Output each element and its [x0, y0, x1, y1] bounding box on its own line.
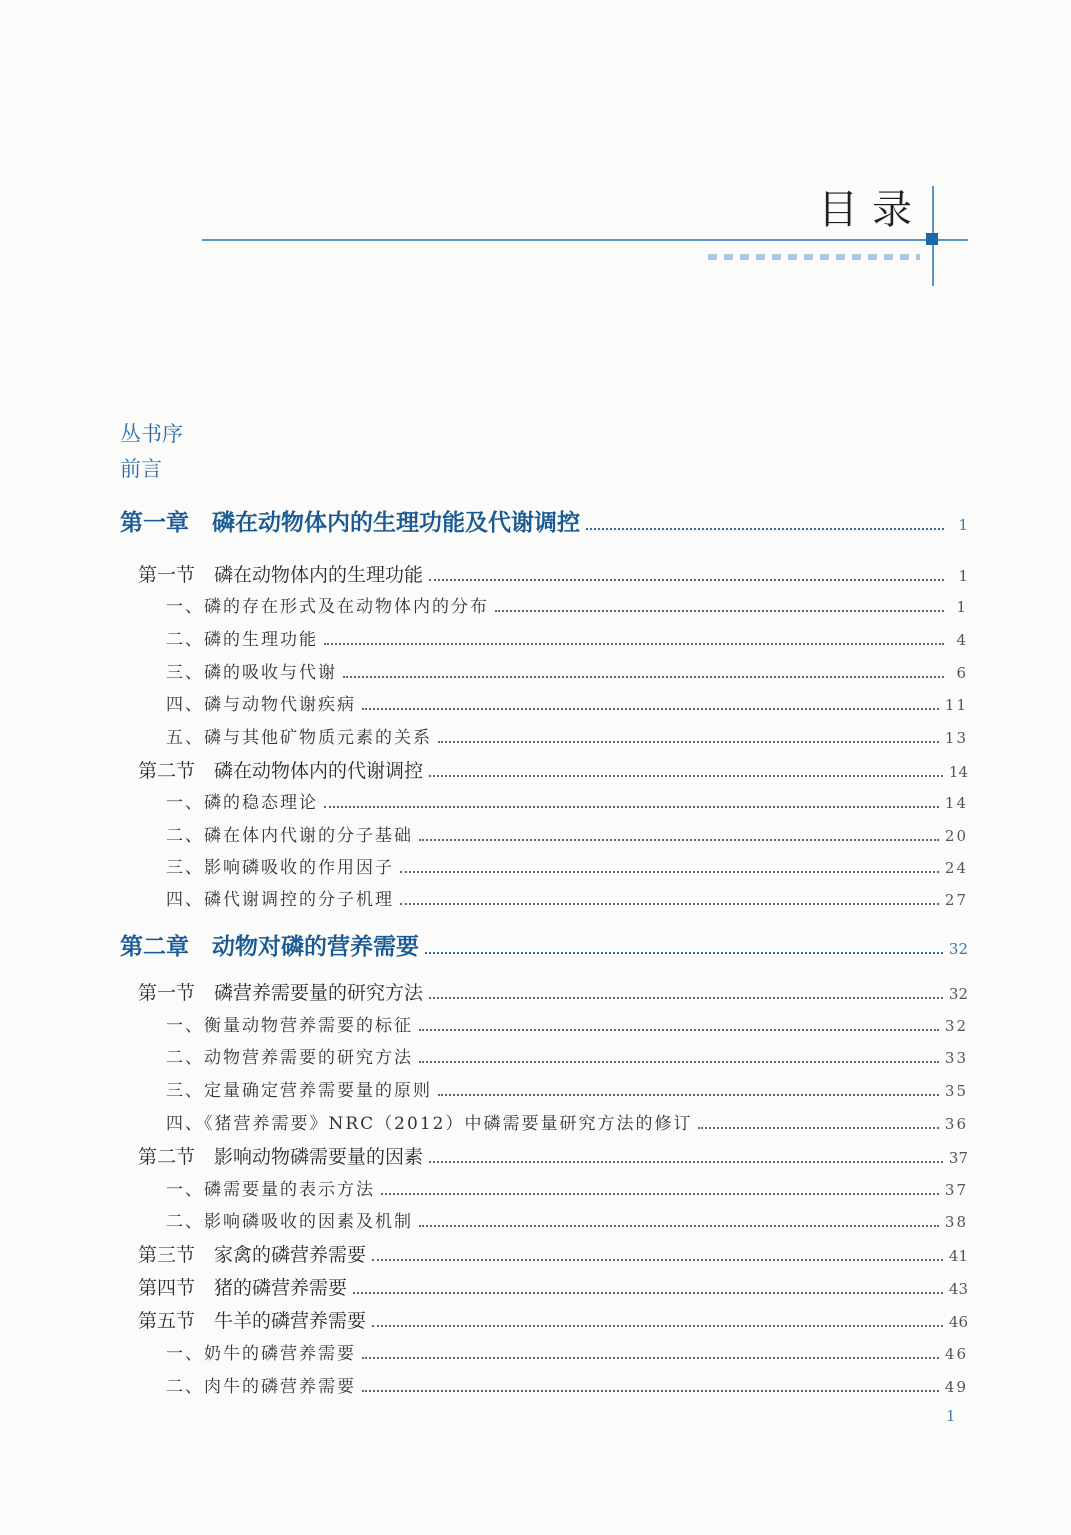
toc-entry-label: 第一章 磷在动物体内的生理功能及代谢调控: [120, 509, 580, 536]
toc-leader-dots: [429, 775, 943, 777]
toc-entry-label: 五、磷与其他矿物质元素的关系: [166, 728, 432, 748]
toc-entry-page: 13: [944, 729, 968, 747]
toc-section-entry[interactable]: [138, 560, 968, 587]
toc-chapter-entry[interactable]: [120, 928, 968, 961]
toc-entry-page: 32: [944, 1017, 968, 1035]
toc-item-entry[interactable]: [166, 658, 968, 683]
toc-entry-page: 37: [948, 1149, 968, 1167]
toc-leader-dots: [419, 839, 939, 841]
toc-entry-page: 1: [956, 598, 968, 616]
toc-item-entry[interactable]: [166, 1339, 968, 1364]
toc-item-entry[interactable]: [166, 592, 968, 617]
toc-item-entry[interactable]: [166, 885, 968, 910]
toc-item-entry[interactable]: [166, 1011, 968, 1036]
toc-entry-label: 二、肉牛的磷营养需要: [166, 1377, 356, 1397]
toc-item-entry[interactable]: [166, 1175, 968, 1200]
front-matter-preface-series[interactable]: 丛书序: [120, 422, 183, 446]
toc-entry-label: 三、磷的吸收与代谢: [166, 663, 337, 683]
toc-section-entry[interactable]: [138, 1273, 968, 1300]
toc-entry-label: 第五节 牛羊的磷营养需要: [138, 1310, 367, 1332]
toc-leader-dots: [381, 1193, 939, 1195]
front-matter-preface[interactable]: 前言: [120, 457, 162, 481]
toc-entry-label: 四、《猪营养需要》NRC（2012）中磷需要量研究方法的修订: [166, 1114, 693, 1134]
page-number: 1: [946, 1407, 956, 1425]
toc-entry-label: 四、磷与动物代谢疾病: [166, 695, 356, 715]
page-title: 目录: [818, 187, 926, 233]
toc-entry-label: 第二节 磷在动物体内的代谢调控: [138, 760, 424, 782]
toc-leader-dots: [419, 1225, 939, 1227]
toc-entry-page: 14: [944, 794, 968, 812]
toc-item-entry[interactable]: [166, 821, 968, 846]
toc-leader-dots: [419, 1061, 939, 1063]
toc-entry-page: 20: [944, 827, 968, 845]
toc-entry-page: 41: [948, 1247, 968, 1265]
toc-leader-dots: [429, 1161, 943, 1163]
toc-chapter-entry[interactable]: [120, 504, 968, 537]
toc-entry-label: 一、磷的稳态理论: [166, 793, 318, 813]
toc-entry-label: 三、影响磷吸收的作用因子: [166, 858, 394, 878]
toc-entry-label: 二、磷在体内代谢的分子基础: [166, 826, 413, 846]
toc-entry-label: 三、定量确定营养需要量的原则: [166, 1081, 432, 1101]
toc-entry-label: 二、影响磷吸收的因素及机制: [166, 1212, 413, 1232]
toc-section-entry[interactable]: [138, 1306, 968, 1333]
toc-leader-dots: [324, 643, 944, 645]
toc-entry-page: 49: [944, 1378, 968, 1396]
toc-entry-page: 37: [944, 1181, 968, 1199]
toc-entry-label: 一、奶牛的磷营养需要: [166, 1344, 356, 1364]
toc-leader-dots: [429, 579, 944, 581]
toc-entry-page: 24: [944, 859, 968, 877]
toc-entry-label: 四、磷代谢调控的分子机理: [166, 890, 394, 910]
toc-entry-page: 46: [948, 1313, 968, 1331]
toc-entry-label: 二、磷的生理功能: [166, 630, 318, 650]
toc-section-entry[interactable]: [138, 756, 968, 783]
toc-entry-label: 第一节 磷营养需要量的研究方法: [138, 982, 424, 1004]
toc-leader-dots: [400, 903, 939, 905]
toc-item-entry[interactable]: [166, 1372, 968, 1397]
toc-leader-dots: [495, 610, 944, 612]
toc-item-entry[interactable]: [166, 625, 968, 650]
toc-entry-page: 27: [944, 891, 968, 909]
toc-entry-page: 46: [944, 1345, 968, 1363]
toc-leader-dots: [438, 741, 939, 743]
toc-leader-dots: [372, 1259, 943, 1261]
toc-entry-page: 1: [958, 516, 968, 534]
toc-leader-dots: [362, 708, 939, 710]
toc-item-entry[interactable]: [166, 788, 968, 813]
title-rule: [202, 239, 968, 241]
toc-entry-label: 第二节 影响动物磷需要量的因素: [138, 1146, 424, 1168]
toc-leader-dots: [372, 1325, 943, 1327]
title-square-ornament: [926, 233, 938, 245]
toc-item-entry[interactable]: [166, 1207, 968, 1232]
toc-entry-page: 32: [948, 985, 968, 1003]
toc-leader-dots: [425, 952, 943, 954]
toc-entry-label: 一、磷的存在形式及在动物体内的分布: [166, 597, 489, 617]
toc-entry-label: 一、磷需要量的表示方法: [166, 1180, 375, 1200]
toc-leader-dots: [586, 528, 944, 530]
toc-leader-dots: [343, 676, 944, 678]
toc-item-entry[interactable]: [166, 690, 968, 715]
toc-leader-dots: [429, 997, 943, 999]
toc-section-entry[interactable]: [138, 978, 968, 1005]
toc-leader-dots: [400, 871, 939, 873]
toc-entry-page: 36: [944, 1115, 968, 1133]
toc-leader-dots: [419, 1029, 939, 1031]
toc-leader-dots: [438, 1094, 939, 1096]
toc-entry-label: 一、衡量动物营养需要的标征: [166, 1016, 413, 1036]
toc-entry-page: 11: [944, 696, 968, 714]
toc-leader-dots: [324, 806, 939, 808]
toc-entry-label: 二、动物营养需要的研究方法: [166, 1048, 413, 1068]
toc-entry-label: 第三节 家禽的磷营养需要: [138, 1244, 367, 1266]
toc-leader-dots: [698, 1127, 938, 1129]
toc-entry-page: 33: [944, 1049, 968, 1067]
toc-entry-page: 38: [944, 1213, 968, 1231]
toc-leader-dots: [362, 1357, 939, 1359]
toc-entry-page: 4: [956, 631, 968, 649]
toc-entry-label: 第一节 磷在动物体内的生理功能: [138, 564, 424, 586]
title-dash-ornament: [708, 254, 920, 260]
toc-entry-page: 14: [948, 763, 968, 781]
toc-entry-page: 35: [944, 1082, 968, 1100]
toc-item-entry[interactable]: [166, 853, 968, 878]
toc-entry-label: 第四节 猪的磷营养需要: [138, 1277, 348, 1299]
toc-leader-dots: [353, 1292, 943, 1294]
toc-entry-page: 6: [956, 664, 968, 682]
toc-item-entry[interactable]: [166, 1043, 968, 1068]
toc-section-entry[interactable]: [138, 1240, 968, 1267]
toc-item-entry[interactable]: [166, 723, 968, 748]
toc-item-entry[interactable]: [166, 1076, 968, 1101]
toc-entry-page: 43: [948, 1280, 968, 1298]
toc-entry-page: 32: [948, 940, 968, 958]
toc-entry-label: 第二章 动物对磷的营养需要: [120, 933, 419, 960]
toc-section-entry[interactable]: [138, 1142, 968, 1169]
toc-entry-page: 1: [958, 567, 968, 585]
toc-item-entry[interactable]: [166, 1109, 968, 1134]
toc-leader-dots: [362, 1390, 939, 1392]
